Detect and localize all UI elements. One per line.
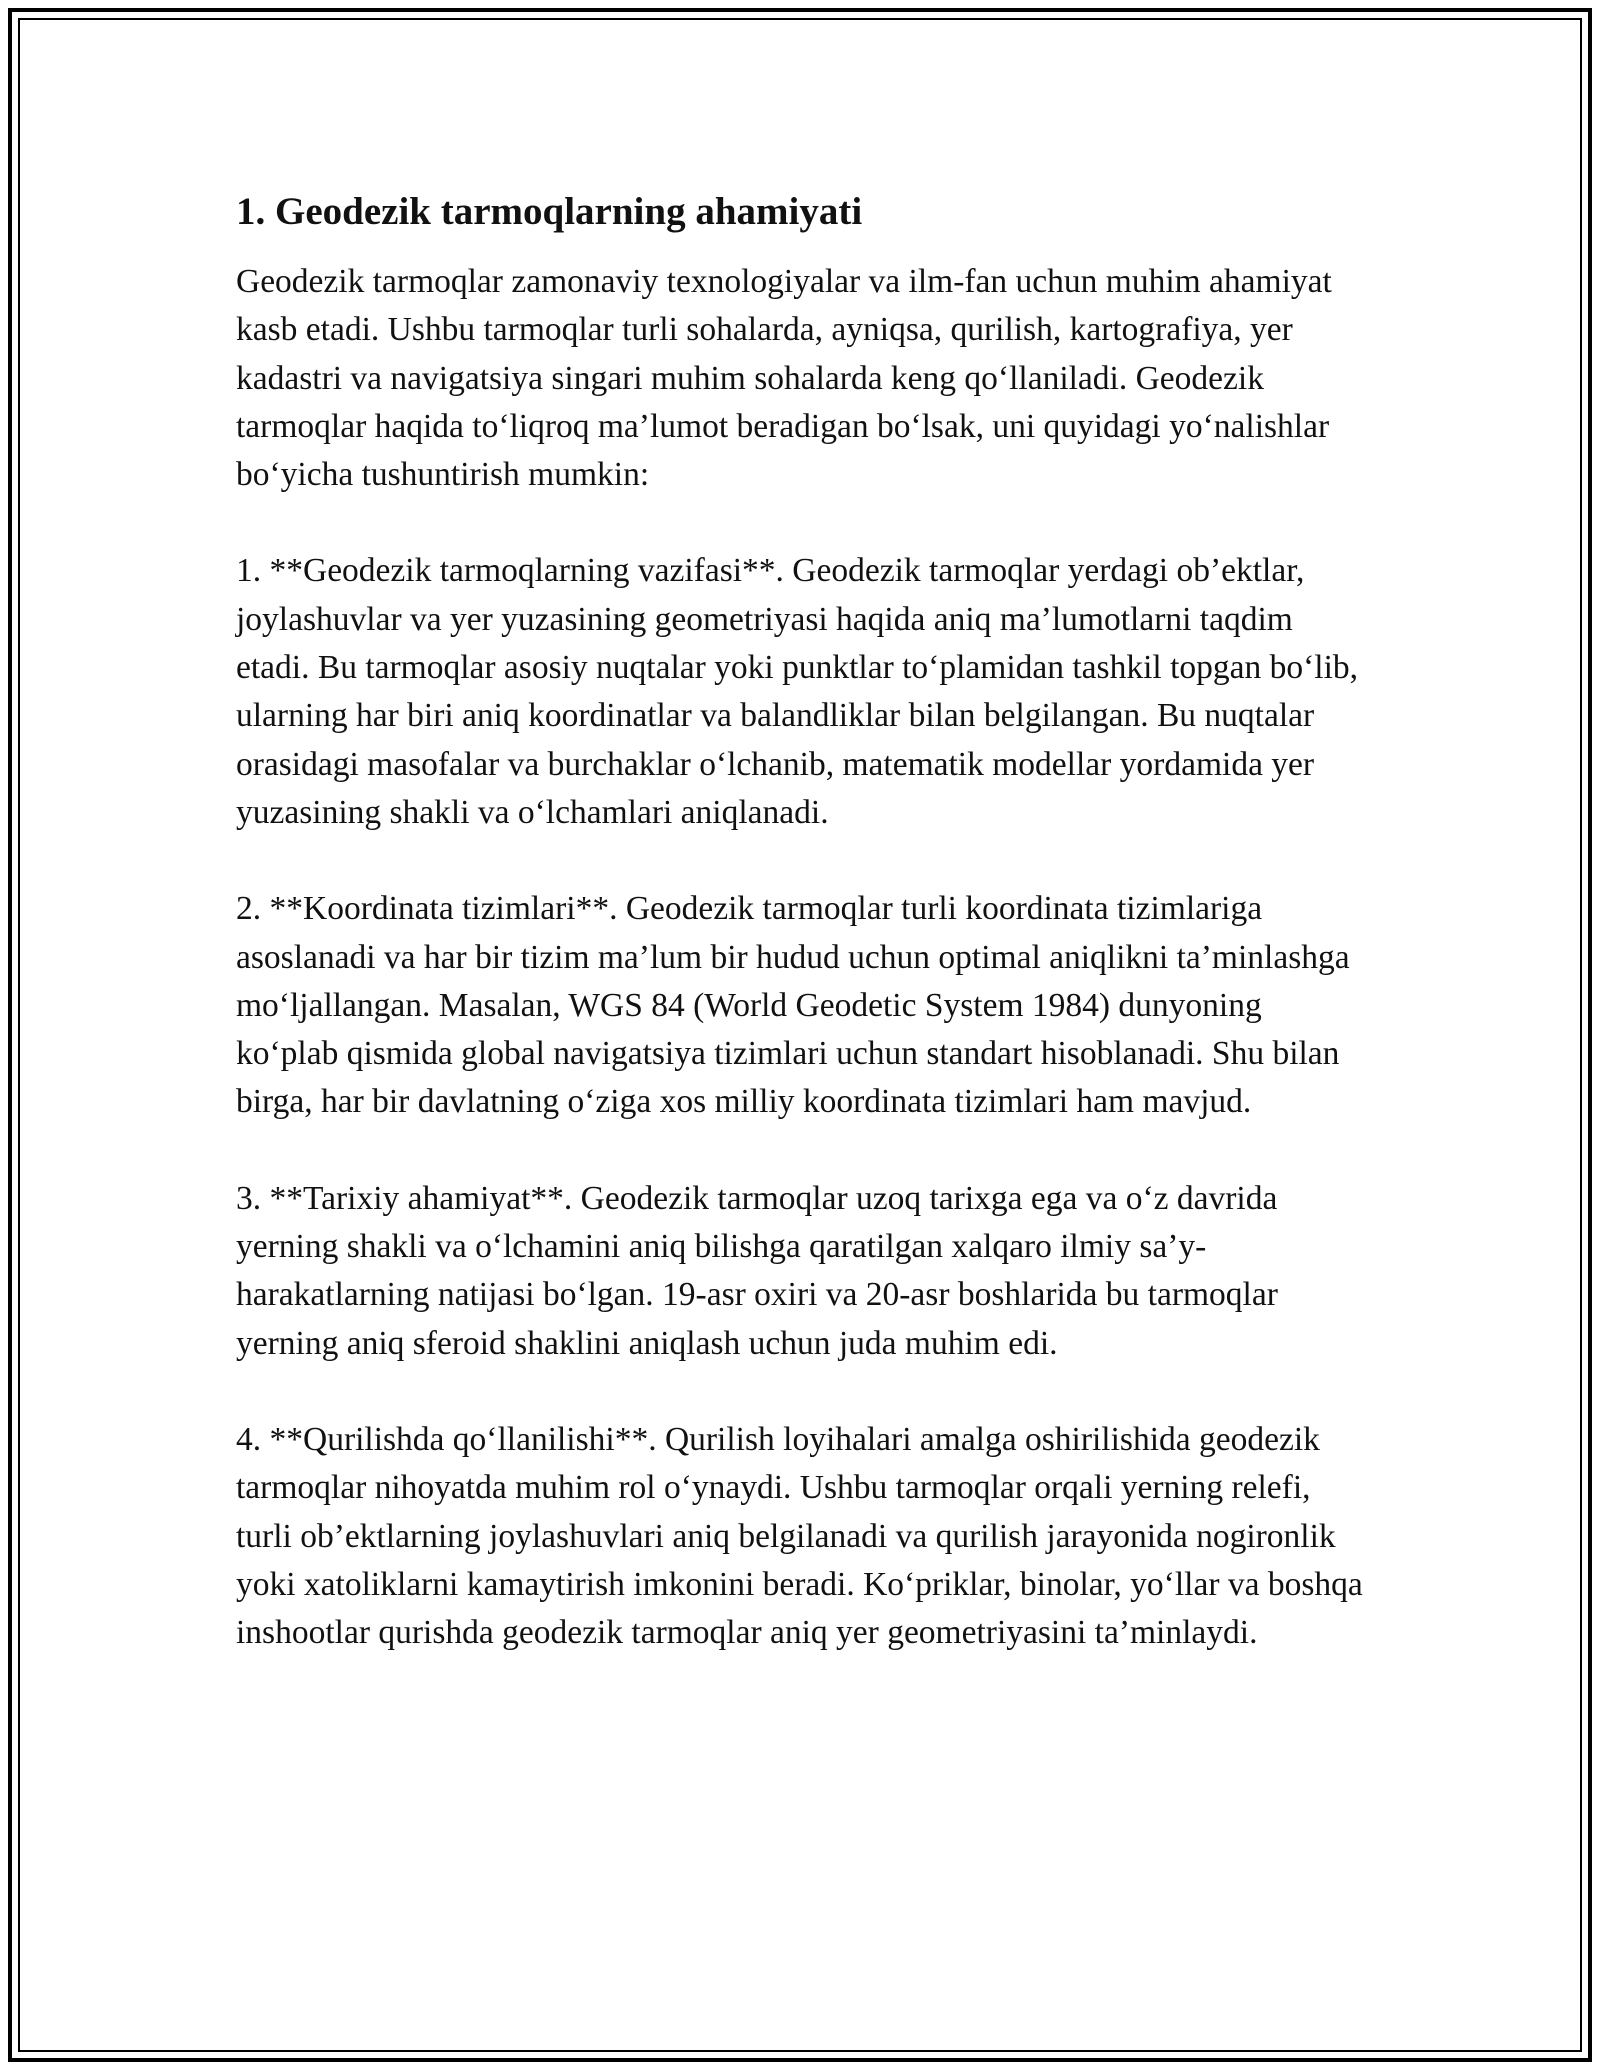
section-heading: 1. Geodezik tarmoqlarning ahamiyati: [236, 190, 863, 233]
paragraph-coordinate-systems: 2. **Koordinata tizimlari**. Geodezik tarmoqlar turli koordinata tizimlariga asoslanadi va har bir tizim ma’lum bir hudud uchun optimal aniqlikni ta’minlashga mo‘ljallangan. Masalan, WGS 84 (World Geodetic System 1984) dunyoning ko‘plab qismida global navigatsiya tizimlari uchun standart hisoblanadi. Shu bilan birga, har bir davlatning o‘ziga xos milliy koordinata tizimlari ham mavjud.: [236, 890, 1350, 1121]
document-body: [236, 186, 1366, 1705]
paragraph-purpose: 1. **Geodezik tarmoqlarning vazifasi**. Geodezik tarmoqlar yerdagi ob’ektlar, joylashuvlar va yer yuzasining geometriyasi haqida aniq ma’lumotlarni taqdim etadi. Bu tarmoqlar asosiy nuqtalar yoki punktlar to‘plamidan tashkil topgan bo‘lib, ularning har biri aniq koordinatlar va balandliklar bilan belgilangan. Bu nuqtalar orasidagi masofalar va burchaklar o‘lchanib, matematik modellar yordamida yer yuzasining shakli va o‘lchamlari aniqlanadi.: [236, 552, 1359, 831]
paragraph-historical-significance: 3. **Tarixiy ahamiyat**. Geodezik tarmoqlar uzoq tarixga ega va o‘z davrida yerning shakli va o‘lchamini aniq bilishga qaratilgan xalqaro ilmiy sa’y-harakatlarning natijasi bo‘lgan. 19-asr oxiri va 20-asr boshlarida bu tarmoqlar yerning aniq sferoid shaklini aniqlash uchun juda muhim edi.: [236, 1179, 1278, 1362]
paragraph-construction-use: 4. **Qurilishda qo‘llanilishi**. Qurilish loyihalari amalga oshirilishida geodezik tarmoqlar nihoyatda muhim rol o‘ynaydi. Ushbu tarmoqlar orqali yerning relefi, turli ob’ektlarning joylashuvlari aniq belgilanadi va qurilish jarayonida nogironlik yoki xatoliklarni kamaytirish imkonini beradi. Ko‘priklar, binolar, yo‘llar va boshqa inshootlar qurishda geodezik tarmoqlar aniq yer geometriyasini ta’minlaydi.: [236, 1420, 1363, 1652]
intro-paragraph: Geodezik tarmoqlar zamonaviy texnologiyalar va ilm-fan uchun muhim ahamiyat kasb etadi. Ushbu tarmoqlar turli sohalarda, ayniqsa, qurilish, kartografiya, yer kadastri va navigatsiya singari muhim sohalarda keng qo‘llaniladi. Geodezik tarmoqlar haqida to‘liqroq ma’lumot beradigan bo‘lsak, uni quyidagi yo‘nalishlar bo‘yicha tushuntirish mumkin:: [236, 263, 1332, 494]
